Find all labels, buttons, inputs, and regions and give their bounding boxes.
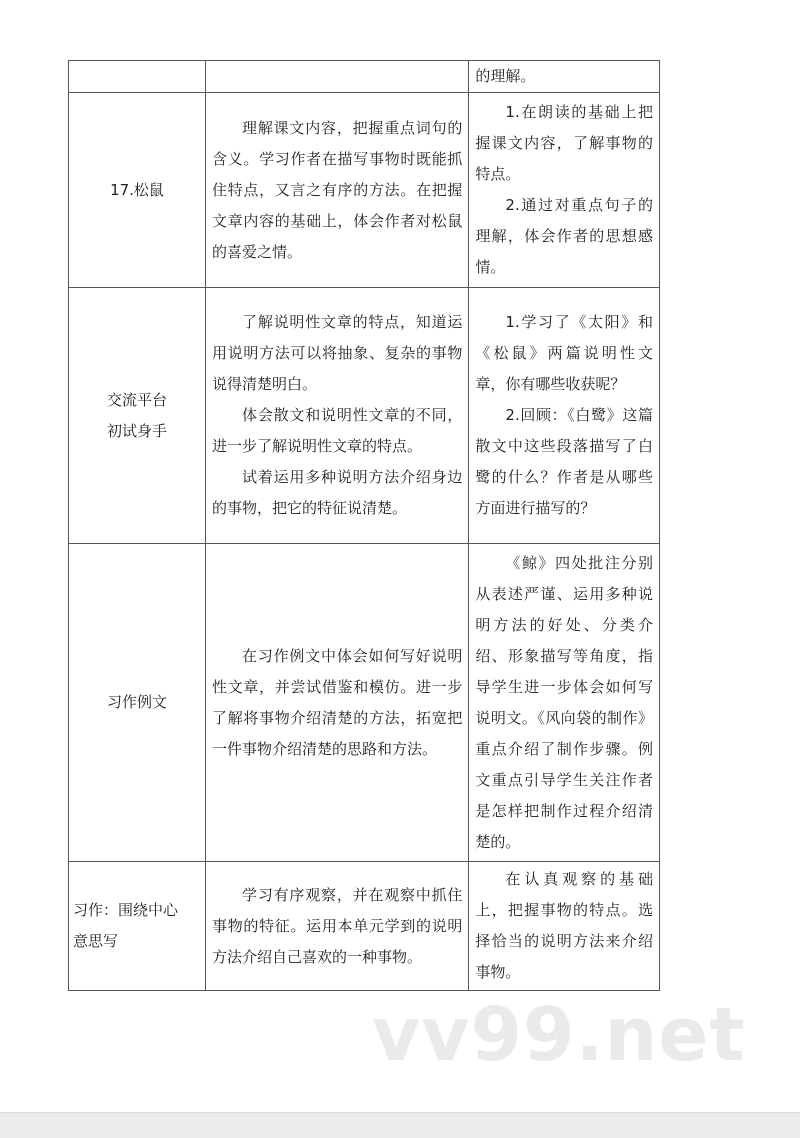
- guide-cell: [469, 93, 660, 288]
- guide-cell: [469, 544, 660, 862]
- guide-cell: [469, 288, 660, 544]
- goal-cell: [206, 288, 469, 544]
- table-row: [69, 862, 660, 991]
- goal-paragraph: 体会散文和说明性文章的不同，进一步了解说明性文章的特点。: [212, 406, 463, 455]
- table-row: [69, 288, 660, 544]
- table-row: [69, 544, 660, 862]
- lesson-title: 17.松鼠: [110, 180, 164, 199]
- goal-paragraph: 了解说明性文章的特点，知道运用说明方法可以将抽象、复杂的事物说得清楚明白。: [212, 313, 463, 393]
- guide-paragraph: 1.学习了《太阳》和《松鼠》两篇说明性文章，你有哪些收获呢？: [475, 313, 653, 393]
- unit-plan-table: [68, 60, 660, 991]
- guide-paragraph: 2.通过对重点句子的理解，体会作者的思想感情。: [475, 196, 653, 276]
- page-bottom-edge: [0, 1112, 800, 1138]
- lesson-cell: [69, 93, 206, 288]
- goal-cell: [206, 544, 469, 862]
- lesson-title: 习作例文: [107, 693, 168, 711]
- lesson-title: 意思写: [73, 932, 119, 950]
- guide-paragraph: 在认真观察的基础上，把握事物的特点。选择恰当的说明方法来介绍事物。: [475, 870, 653, 981]
- goal-cell: [206, 862, 469, 991]
- goal-paragraph: 试着运用多种说明方法介绍身边的事物，把它的特征说清楚。: [212, 468, 463, 517]
- lesson-cell: [69, 288, 206, 544]
- guide-cell: [469, 862, 660, 991]
- watermark: vv99.net: [372, 992, 746, 1078]
- goal-paragraph: 在习作例文中体会如何写好说明性文章，并尝试借鉴和模仿。进一步了解将事物介绍清楚的方法，拓宽把一件事物介绍清楚的思路和方法。: [212, 646, 463, 758]
- goal-cell: [206, 61, 469, 93]
- guide-paragraph: 1.在朗读的基础上把握课文内容，了解事物的特点。: [475, 103, 653, 183]
- guide-paragraph: 《鲸》四处批注分别从表述严谨、运用多种说明方法的好处、分类介绍、形象描写等角度，指导学生进一步体会如何写说明文。《风向袋的制作》重点介绍了制作步骤。例文重点引导学生关注作者是怎样把制作过程介绍清楚的。: [475, 553, 653, 851]
- guide-paragraph: 的理解。: [475, 67, 536, 85]
- table-row: [69, 93, 660, 288]
- goal-cell: [206, 93, 469, 288]
- guide-cell: [469, 61, 660, 93]
- lesson-title: 习作：围绕中心: [73, 901, 179, 919]
- lesson-cell: [69, 862, 206, 991]
- guide-paragraph: 2.回顾：《白鹭》这篇散文中这些段落描写了白鹭的什么？作者是从哪些方面进行描写的？: [475, 406, 653, 517]
- goal-paragraph: 学习有序观察，并在观察中抓住事物的特征。运用本单元学到的说明方法介绍自己喜欢的一种事物。: [212, 885, 463, 966]
- goal-paragraph: 理解课文内容，把握重点词句的含义。学习作者在描写事物时既能抓住特点，又言之有序的方法。在把握文章内容的基础上，体会作者对松鼠的喜爱之情。: [212, 118, 463, 261]
- lesson-cell: [69, 544, 206, 862]
- lesson-title: 初试身手: [107, 421, 168, 440]
- lesson-cell: [69, 61, 206, 93]
- table-row: [69, 61, 660, 93]
- lesson-title: 交流平台: [107, 390, 168, 409]
